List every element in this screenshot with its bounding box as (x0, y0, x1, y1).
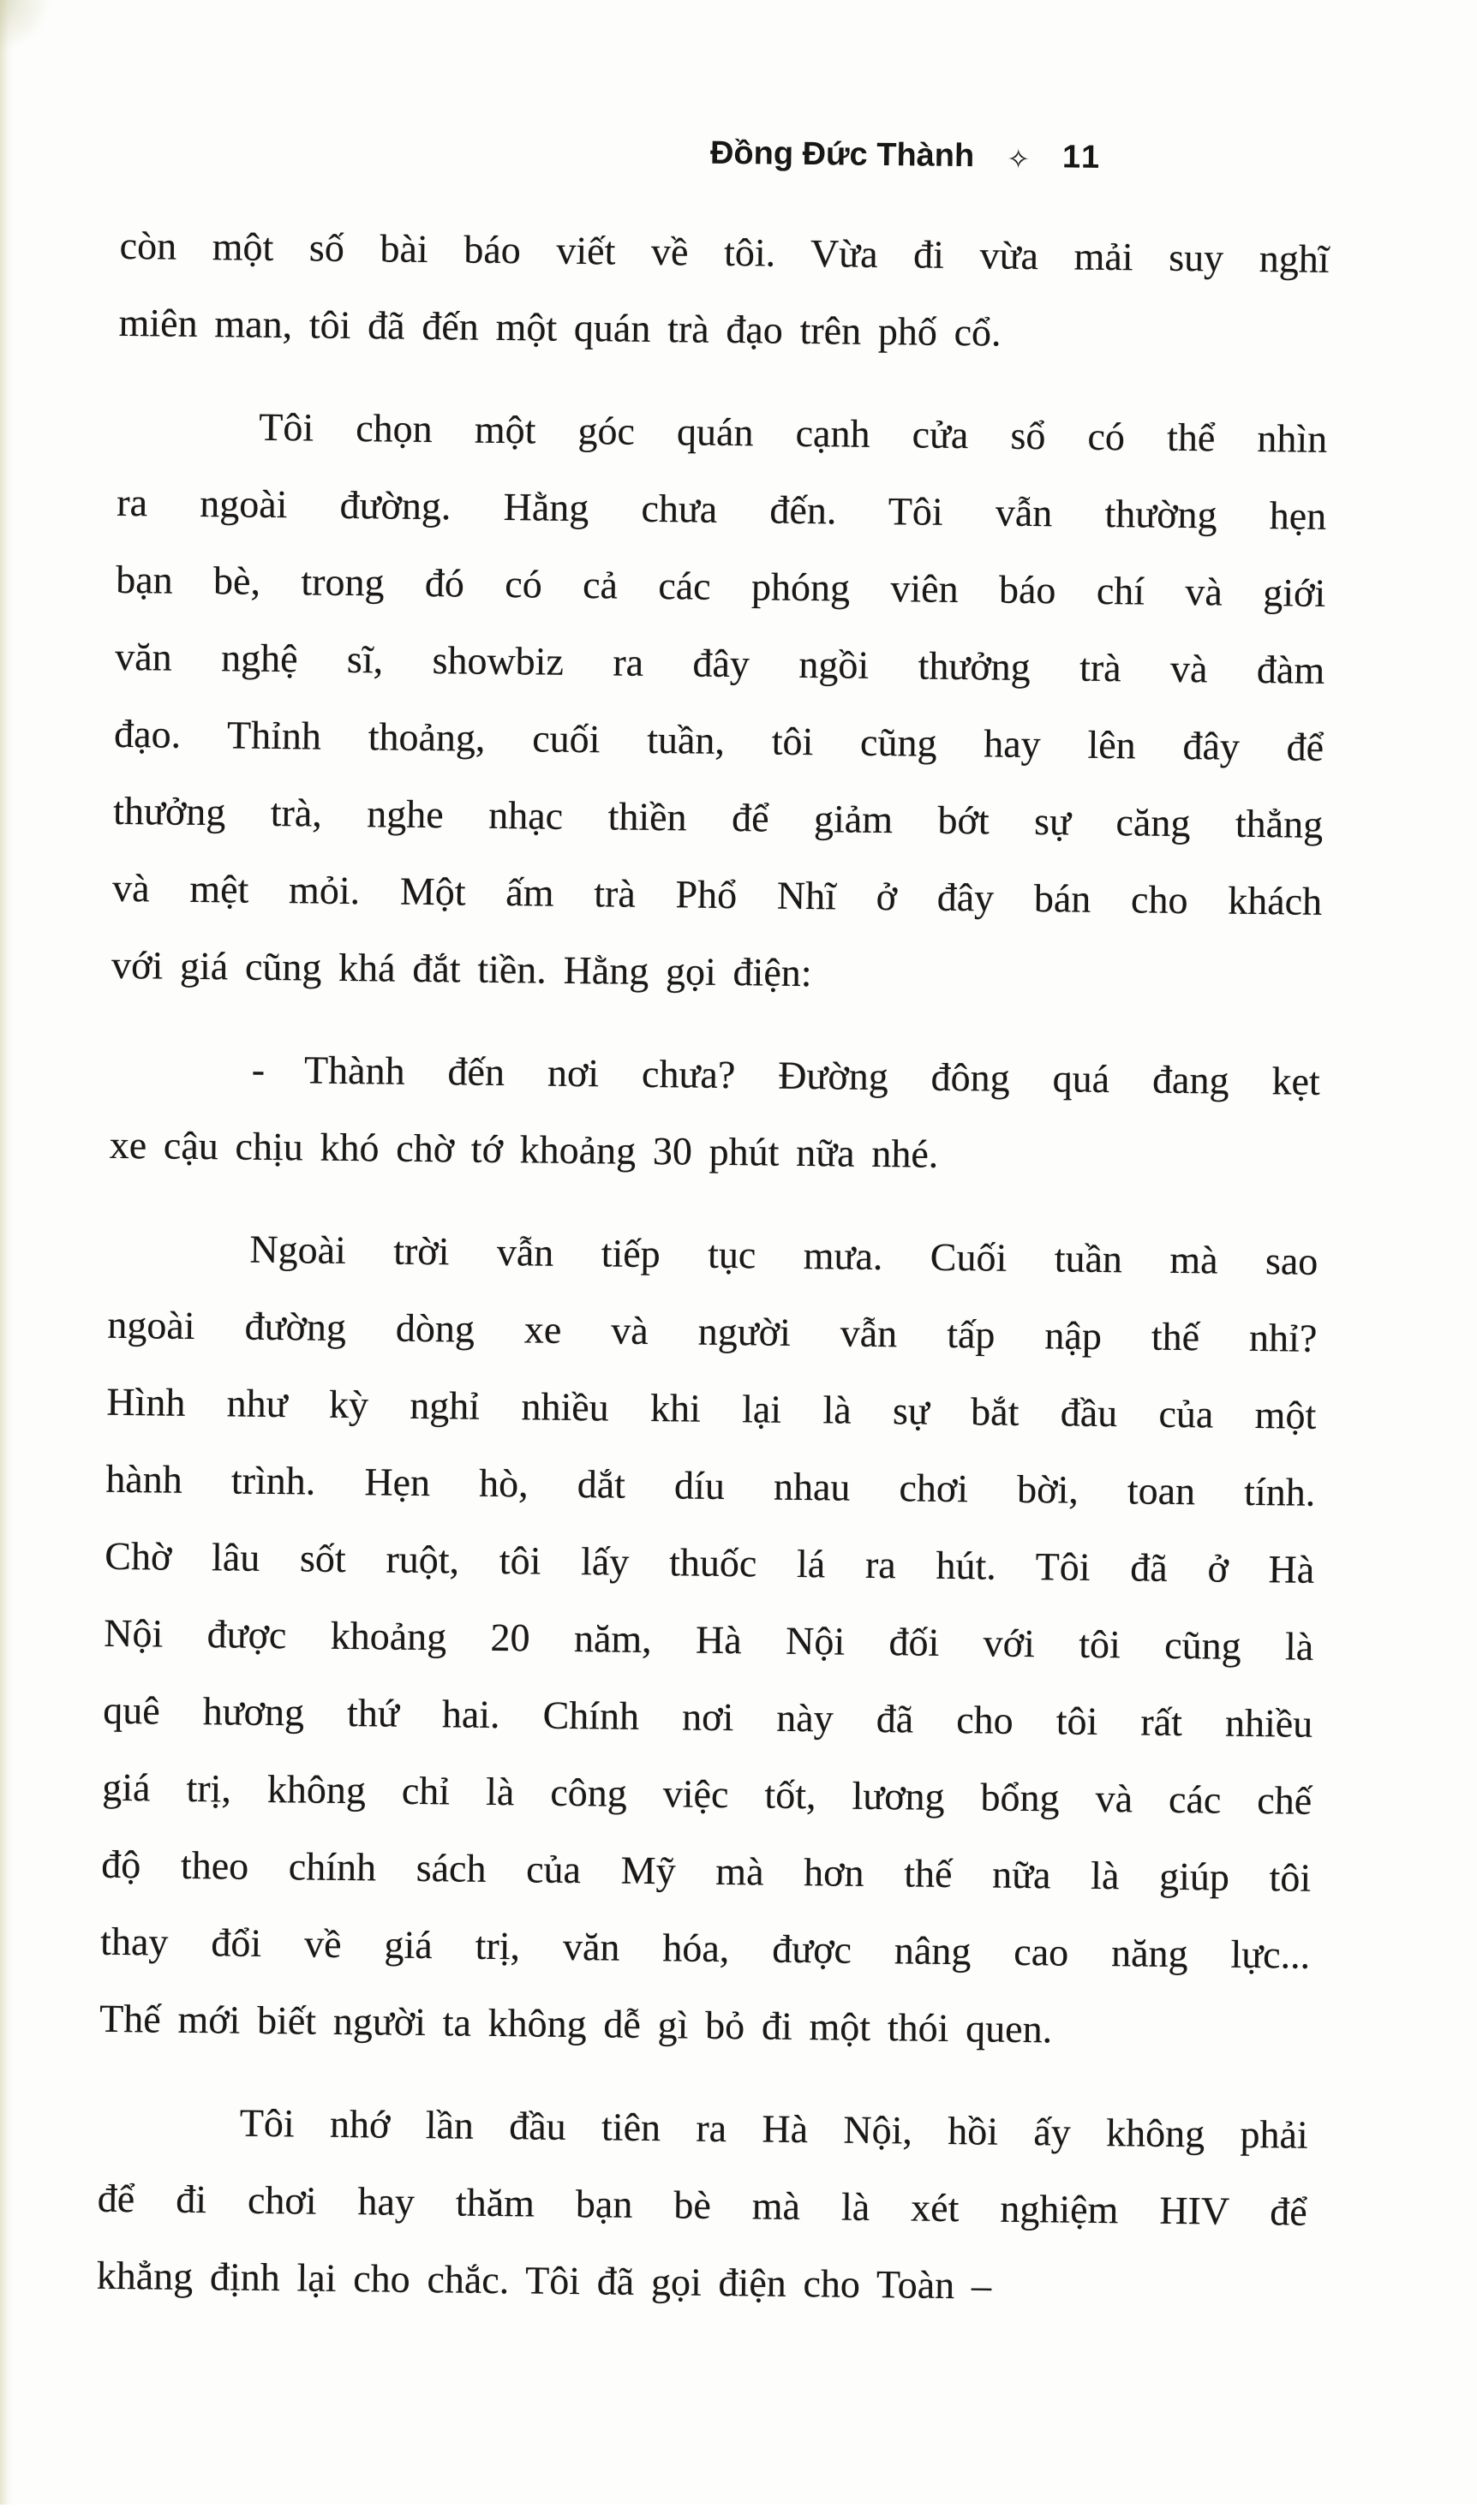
text-line: khẳng định lại cho chắc. Tôi đã gọi điện cho Toàn – (96, 2253, 992, 2308)
text-line: bạn bè, trong đó có cả các phóng viên báo chí và giới (115, 557, 1326, 615)
text-line: Ngoài trời vẫn tiếp tục mưa. Cuối tuần mà sao (249, 1227, 1319, 1283)
text-line: độ theo chính sách của Mỹ mà hơn thế nữa là giúp tôi (100, 1842, 1312, 1900)
text-line: miên man, tôi đã đến một quán trà đạo trên phố cổ. (118, 300, 1002, 355)
paragraph (96, 2083, 1308, 2328)
page-number: 11 (1061, 139, 1103, 176)
text-line: ra ngoài đường. Hằng chưa đến. Tôi vẫn thường hẹn (117, 480, 1327, 538)
text-line: giá trị, không chỉ là công việc tốt, lương bổng và các chế (101, 1765, 1313, 1823)
paragraph (118, 207, 1330, 375)
diamond-ornament-icon: ✧ (1006, 143, 1031, 175)
text-line: Nội được khoảng 20 năm, Hà Nội đối với tôi cũng là (104, 1610, 1314, 1669)
text-line: Tôi nhớ lần đầu tiên ra Hà Nội, hồi ấy không phải (239, 2100, 1309, 2157)
paragraph (99, 1209, 1319, 2071)
text-line: quê hương thứ hai. Chính nơi này đã cho tôi rất nhiều (103, 1687, 1313, 1746)
text-line: văn nghệ sĩ, showbiz ra đây ngồi thưởng trà và đàm (114, 634, 1325, 692)
running-header (710, 135, 1103, 176)
text-line: thưởng trà, nghe nhạc thiền để giảm bớt sự căng thẳng (112, 788, 1324, 846)
text-line: hành trình. Hẹn hò, dắt díu nhau chơi bời, toan tính. (105, 1456, 1316, 1514)
text-line: thay đổi về giá trị, văn hóa, được nâng cao năng lực... (99, 1919, 1311, 1977)
text-line: Chờ lâu sốt ruột, tôi lấy thuốc lá ra hút. Tôi đã ở Hà (105, 1533, 1315, 1591)
text-line: còn một số bài báo viết về tôi. Vừa đi vừa mải suy nghĩ (119, 223, 1330, 281)
text-line: đạo. Thỉnh thoảng, cuối tuần, tôi cũng hay lên đây để (113, 711, 1325, 769)
text-line: - Thành đến nơi chưa? Đường đông quá đang kẹt (251, 1047, 1321, 1103)
running-head-author: Đồng Đức Thành (709, 134, 975, 175)
text-line: và mệt mỏi. Một ấm trà Phổ Nhĩ ở đây bán cho khách (111, 865, 1323, 923)
text-line: Hình như kỳ nghỉ nhiều khi lại là sự bắt đầu của một (106, 1379, 1317, 1437)
text-line: với giá cũng khá đắt tiền. Hằng gọi điện: (111, 942, 812, 995)
body-text (96, 207, 1330, 2328)
paragraph (109, 1030, 1320, 1197)
text-line: xe cậu chịu khó chờ tớ khoảng 30 phút nữa nhé. (109, 1122, 939, 1176)
text-line: Thế mới biết người ta không dễ gì bỏ đi một thói quen. (99, 1996, 1053, 2051)
text-line: ngoài đường dòng xe và người vẫn tấp nập thế nhỉ? (107, 1302, 1318, 1360)
text-line: Tôi chọn một góc quán cạnh cửa sổ có thể nhìn (259, 404, 1328, 461)
text-line: để đi chơi hay thăm bạn bè mà là xét nghiệm HIV để (97, 2176, 1308, 2234)
paragraph (111, 387, 1328, 1018)
